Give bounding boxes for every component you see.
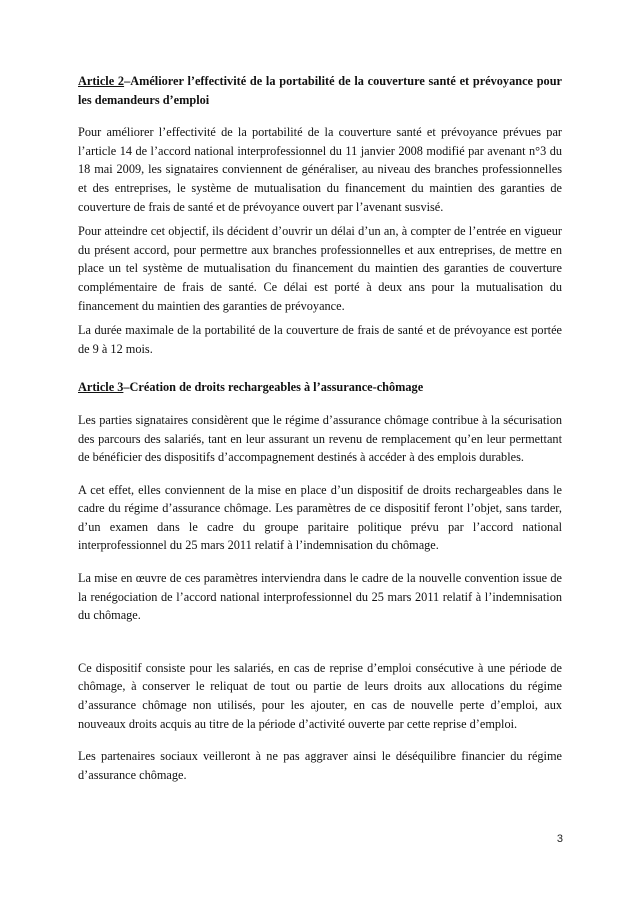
- page-number: 3: [556, 833, 563, 845]
- article-2-title: –Améliorer l’effectivité de la portabilité de la couverture santé et prévoyance pour les demandeurs d’emploi: [78, 74, 563, 107]
- article-2-heading: [78, 72, 562, 109]
- article-3-paragraph-5: Les partenaires sociaux veilleront à ne pas aggraver ainsi le déséquilibre financier du régime d’assurance chômage.: [78, 749, 562, 782]
- document-page: [78, 72, 562, 784]
- article-2-paragraph-3: La durée maximale de la portabilité de la couverture de frais de santé et de prévoyance est portée de 9 à 12 mois.: [78, 323, 562, 356]
- article-2-paragraph-1: Pour améliorer l’effectivité de la portabilité de la couverture santé et prévoyance prévues par l’article 14 de l’accord national interprofessionnel du 11 janvier 2008 modifié par avenant n°3 du 18 mai 2009, les signataires conviennent de généraliser, au niveau des branches professionnelles et des entreprises, le système de mutualisation du financement du maintien des garanties de couverture de frais de santé et de prévoyance ouvert par l’avenant susvisé.: [78, 125, 562, 214]
- article-2-paragraph-2: Pour atteindre cet objectif, ils décident d’ouvrir un délai d’un an, à compter de l’entrée en vigueur du présent accord, pour permettre aux branches professionnelles et aux entreprises, de mettre en place un tel système de mutualisation du financement du maintien des garanties de couverture complémentaire de frais de santé. Ce délai est porté à deux ans pour la mutualisation du financement du maintien des garanties de prévoyance.: [78, 224, 562, 313]
- article-2-number: Article 2: [78, 74, 125, 88]
- article-3-paragraph-4: Ce dispositif consiste pour les salariés, en cas de reprise d’emploi consécutive à une période de chômage, à conserver le reliquat de tout ou partie de leurs droits aux allocations du régime d’assurance chômage non utilisés, pour les ajouter, en cas de nouvelle perte d’emploi, aux nouveaux droits acquis au titre de la période d’activité ouverte par cette reprise d’emploi.: [78, 660, 562, 731]
- article-3-heading: [78, 378, 562, 397]
- article-3-paragraph-1: Les parties signataires considèrent que le régime d’assurance chômage contribue à la sécurisation des parcours des salariés, tant en leur assurant un revenu de remplacement qu’en leur permettant de bénéficier des dispositifs d’accompagnement destinés à accéder à des emplois durables.: [78, 412, 562, 465]
- article-3-number: Article 3: [78, 380, 124, 395]
- article-3-paragraph-3: La mise en œuvre de ces paramètres interviendra dans le cadre de la nouvelle convention issue de la renégociation de l’accord national interprofessionnel du 25 mars 2011 relatif à l’indemnisation du chômage.: [78, 571, 562, 623]
- article-3-title: –Création de droits rechargeables à l’assurance-chômage: [123, 380, 424, 395]
- article-3-paragraph-2: A cet effet, elles conviennent de la mise en place d’un dispositif de droits rechargeables dans le cadre du régime d’assurance chômage. Les paramètres de ce dispositif feront l’objet, sans tarder, d’un examen dans le cadre du groupe paritaire politique prévu par l’accord national interprofessionnel du 25 mars 2011 relatif à l’indemnisation du chômage.: [78, 482, 562, 553]
